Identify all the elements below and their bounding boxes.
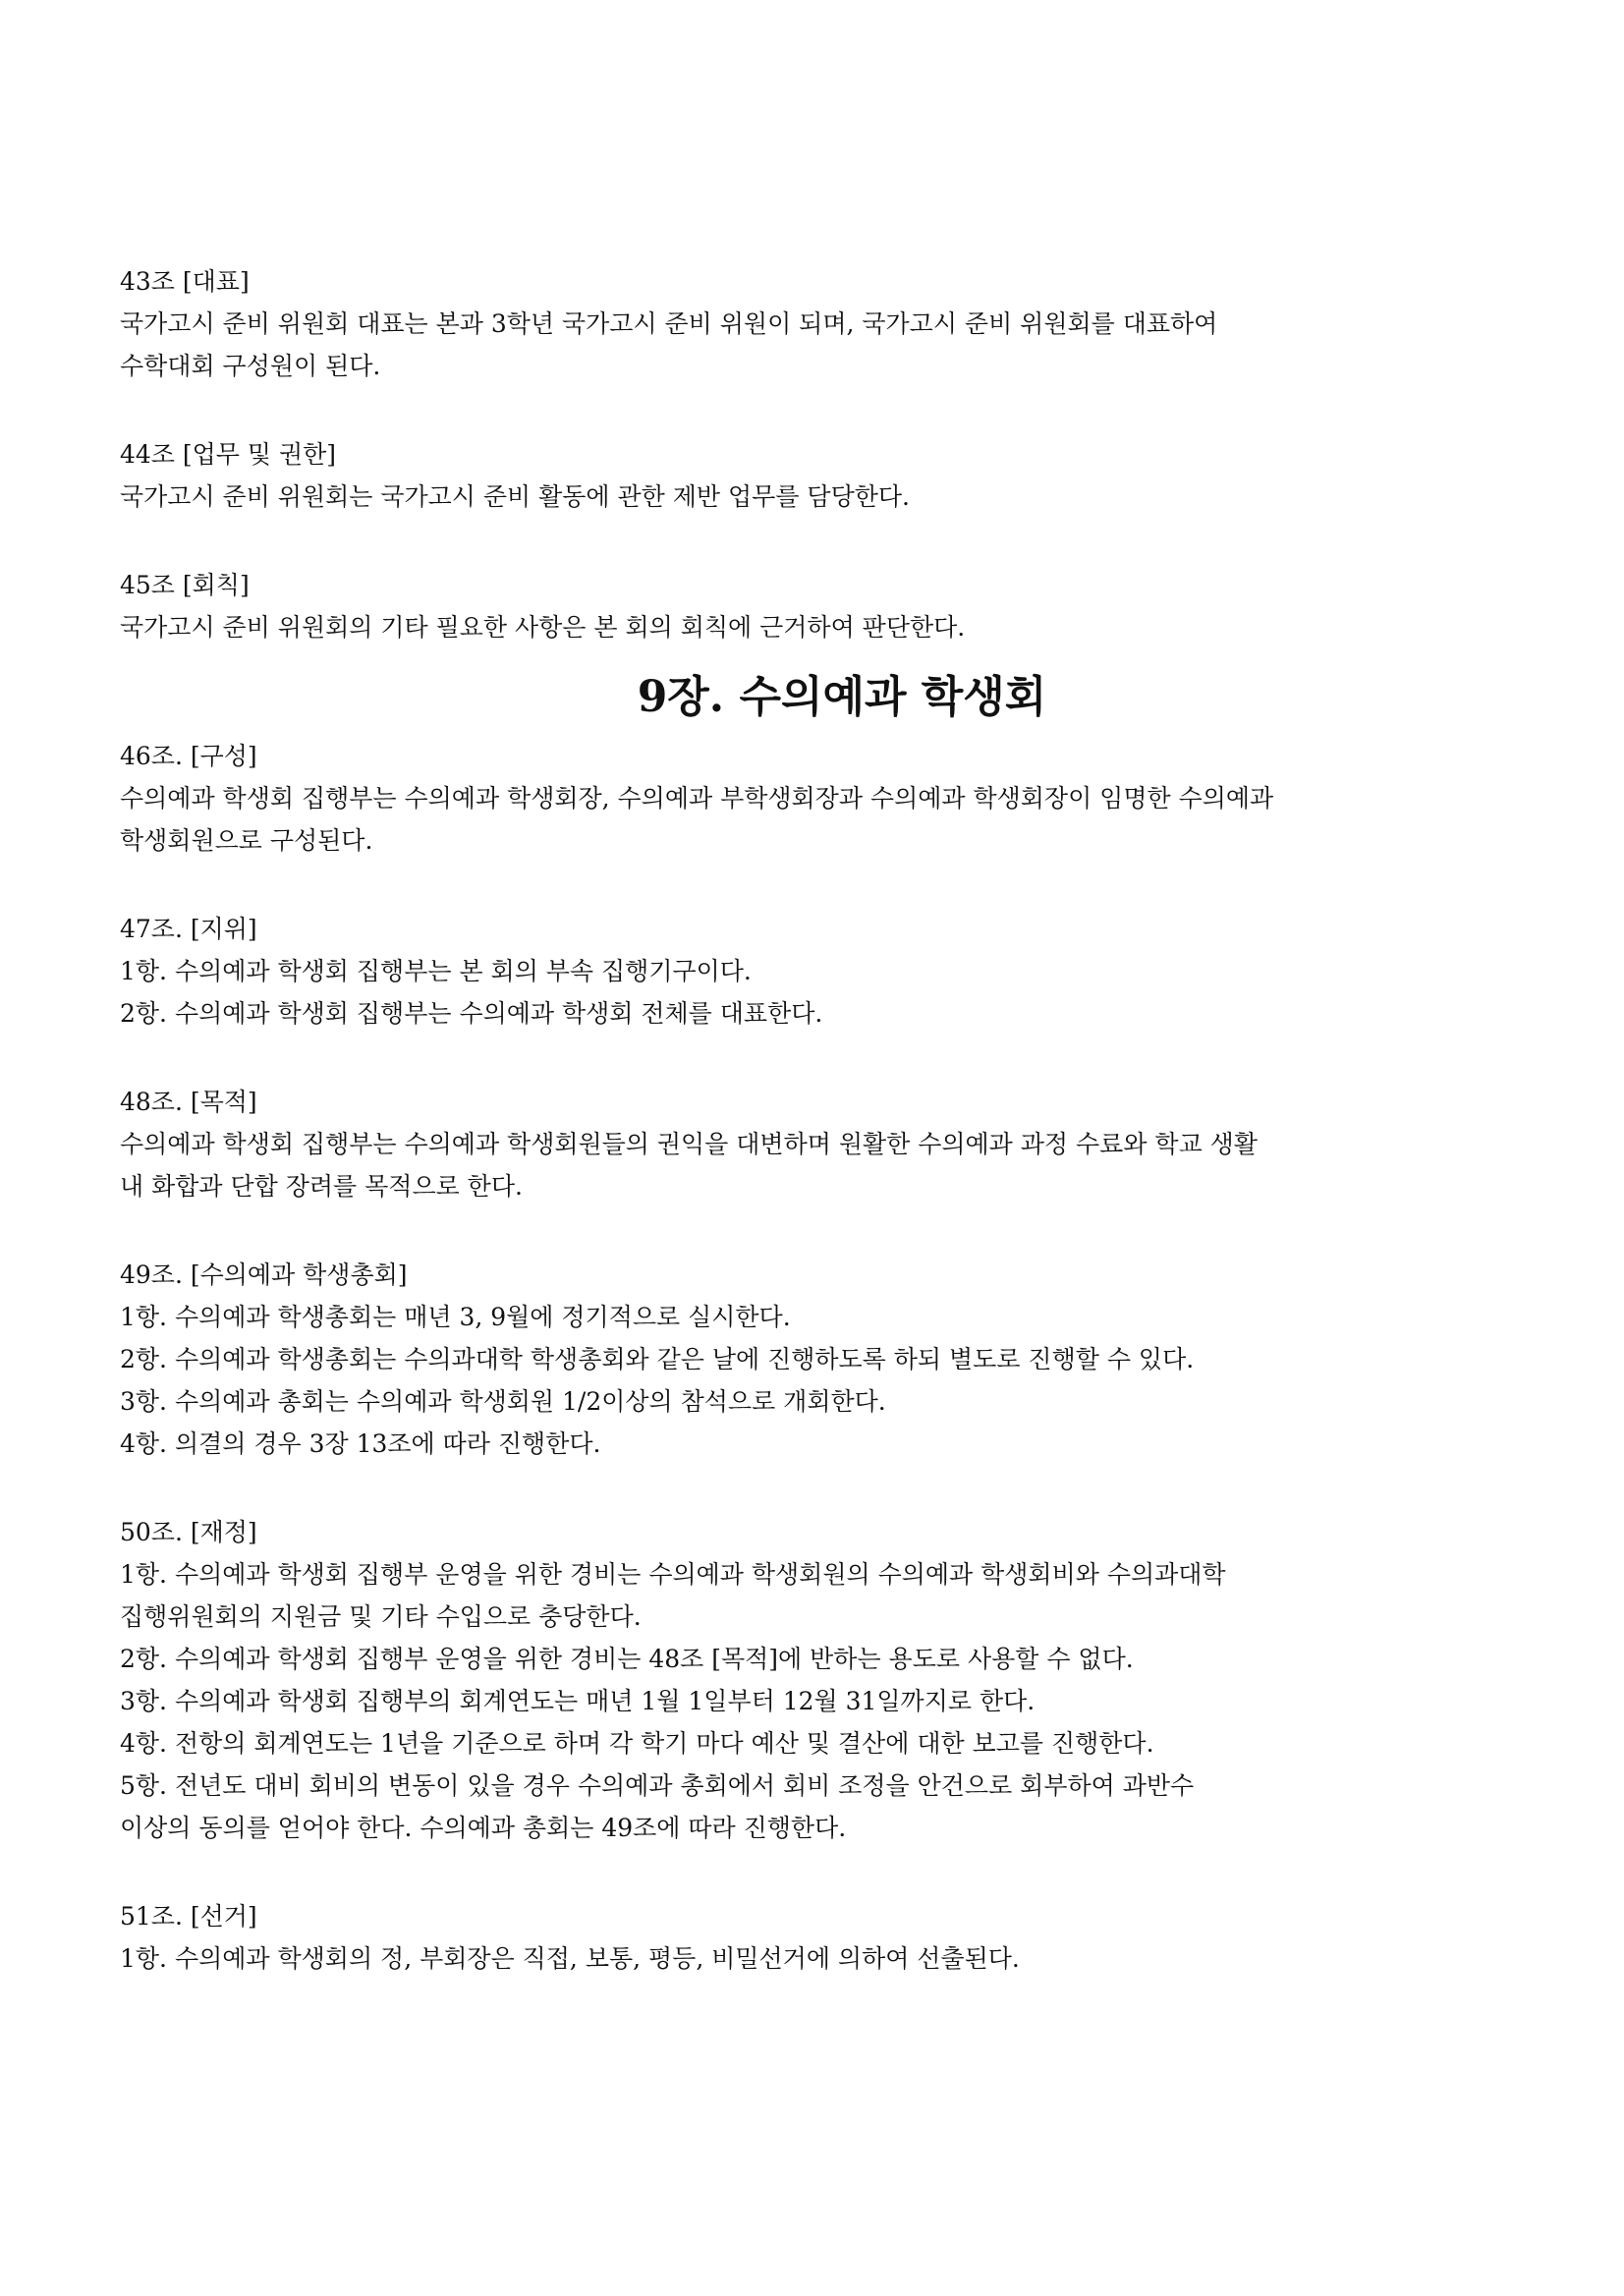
article-text-line: 수의예과 학생회 집행부는 수의예과 학생회원들의 권익을 대변하며 원활한 수의예과 과정 수료와 학교 생활 — [120, 1130, 1258, 1158]
article-clause-line: 1항. 수의예과 학생회 집행부 운영을 위한 경비는 수의예과 학생회원의 수의예과 학생회비와 수의과대학 — [120, 1560, 1226, 1589]
article-clause-line: 4항. 전항의 회계연도는 1년을 기준으로 하며 각 학기 마다 예산 및 결산에 대한 보고를 진행한다. — [120, 1729, 1154, 1758]
page-content — [120, 260, 1535, 1980]
article-49 — [120, 1254, 1535, 1465]
article-heading: 51조. [선거] — [120, 1902, 257, 1931]
article-46 — [120, 735, 1535, 862]
article-51 — [120, 1895, 1535, 1980]
article-43 — [120, 260, 1535, 387]
article-50 — [120, 1511, 1535, 1849]
article-text-line: 수의예과 학생회 집행부는 수의예과 학생회장, 수의예과 부학생회장과 수의예과 학생회장이 임명한 수의예과 — [120, 784, 1274, 812]
article-clause-line: 4항. 의결의 경우 3장 13조에 따라 진행한다. — [120, 1429, 601, 1458]
article-heading: 43조 [대표] — [120, 267, 250, 296]
article-clause-line: 3항. 수의예과 총회는 수의예과 학생회원 1/2이상의 참석으로 개회한다. — [120, 1387, 886, 1416]
article-48 — [120, 1081, 1535, 1207]
article-heading: 46조. [구성] — [120, 742, 257, 770]
article-heading: 50조. [재정] — [120, 1518, 257, 1546]
article-text-line: 국가고시 준비 위원회 대표는 본과 3학년 국가고시 준비 위원이 되며, 국가고시 준비 위원회를 대표하여 — [120, 309, 1218, 338]
article-clause-line: 5항. 전년도 대비 회비의 변동이 있을 경우 수의예과 총회에서 회비 조정을 안건으로 회부하여 과반수 — [120, 1771, 1195, 1800]
article-45 — [120, 564, 1535, 648]
chapter-title: 9장. 수의예과 학생회 — [637, 672, 1047, 722]
article-text-line: 수학대회 구성원이 된다. — [120, 352, 381, 380]
article-clause-line: 1항. 수의예과 학생회의 정, 부회장은 직접, 보통, 평등, 비밀선거에 의하여 선출된다. — [120, 1944, 1020, 1973]
article-clause-line: 2항. 수의예과 학생총회는 수의과대학 학생총회와 같은 날에 진행하도록 하되 별도로 진행할 수 있다. — [120, 1345, 1195, 1373]
article-44 — [120, 433, 1535, 518]
article-clause-line: 1항. 수의예과 학생총회는 매년 3, 9월에 정기적으로 실시한다. — [120, 1303, 791, 1331]
article-clause-line: 2항. 수의예과 학생회 집행부 운영을 위한 경비는 48조 [목적]에 반하는 용도로 사용할 수 없다. — [120, 1645, 1134, 1673]
article-heading: 48조. [목적] — [120, 1088, 257, 1116]
article-clause-line: 3항. 수의예과 학생회 집행부의 회계연도는 매년 1월 1일부터 12월 31일까지로 한다. — [120, 1687, 1036, 1715]
article-heading: 47조. [지위] — [120, 915, 257, 943]
article-clause-line: 1항. 수의예과 학생회 집행부는 본 회의 부속 집행기구이다. — [120, 957, 752, 985]
article-clause-line: 이상의 동의를 얻어야 한다. 수의예과 총회는 49조에 따라 진행한다. — [120, 1814, 847, 1842]
article-47 — [120, 908, 1535, 1035]
article-clause-line: 2항. 수의예과 학생회 집행부는 수의예과 학생회 전체를 대표한다. — [120, 999, 823, 1028]
article-text-line: 국가고시 준비 위원회의 기타 필요한 사항은 본 회의 회칙에 근거하여 판단한다. — [120, 613, 966, 642]
article-clause-line: 집행위원회의 지원금 및 기타 수입으로 충당한다. — [120, 1602, 642, 1631]
article-text-line: 국가고시 준비 위원회는 국가고시 준비 활동에 관한 제반 업무를 담당한다. — [120, 482, 910, 511]
article-text-line: 학생회원으로 구성된다. — [120, 826, 373, 855]
article-heading: 45조 [회칙] — [120, 571, 250, 599]
article-heading: 49조. [수의예과 학생총회] — [120, 1260, 408, 1289]
article-heading: 44조 [업무 및 권한] — [120, 440, 337, 469]
article-text-line: 내 화합과 단합 장려를 목적으로 한다. — [120, 1172, 523, 1201]
